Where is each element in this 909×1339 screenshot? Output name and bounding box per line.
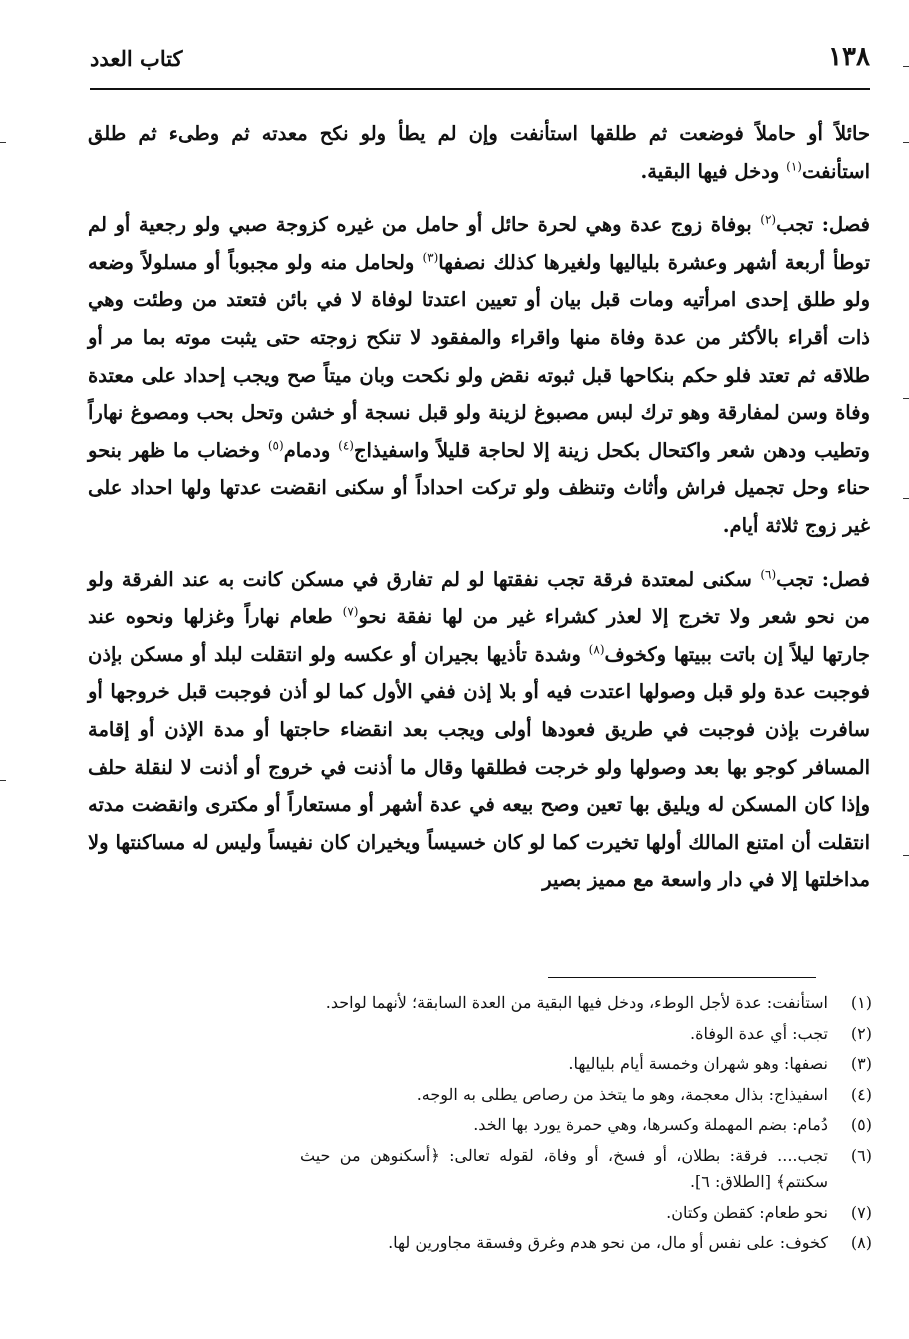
footnote-number: (١) — [850, 993, 872, 1012]
scan-mark — [903, 498, 909, 499]
footnote-ref-6: (٦) — [760, 567, 777, 582]
paragraph-3-text-a: تجب — [776, 567, 814, 591]
paragraph-3-text-b: سكنى لمعتدة فرقة تجب نفقتها لو لم تفارق في مسكن كانت به عند الفرقة ولو من نحو شعر ولا تخرج إلا لعذر كشراء غير من لها نفقة نحو — [88, 567, 870, 629]
scan-mark — [0, 142, 6, 143]
footnote-text: نصفها: وهو شهران وخمسة أيام بلياليها. — [568, 1054, 828, 1073]
scan-mark — [0, 780, 6, 781]
scan-mark — [903, 855, 909, 856]
header-rule — [90, 88, 870, 90]
footnote-ref-8: (٨) — [588, 642, 605, 657]
footnote-number: (٨) — [850, 1233, 872, 1252]
footnote-text: تجب.... فرقة: بطلان، أو فسخ، أو وفاة، لقوله تعالى: ﴿أسكنوهن من حيث سكنتم﴾ [الطلاق: ٦]. — [300, 1145, 828, 1191]
paragraph-2-text-c: ولحامل منه ولو مجبوباً أو مسلولاً وضعه ولو طلق إحدى امرأتيه ومات قبل بيان أو تعيين اعتدتا لوفاة لا في بائن فتعتد من وطئت وهي ذات أقراء بالأكثر من عدة وفاة منها واقراء والمفقود لا تنكح زوجته حتى يثبت موته بما مر أو طلاقه ثم تعتد فلو حكم بنكاحها قبل ثبوته نقض ولو نكحت وبان ميتاً صح ويجب إحداد على معتدة وفاة وسن لمفارقة وهو ترك لبس مصبوغ لزينة ولو قبل نسجة أو خشن وتحل بحب ومصوغ نهاراً وتطيب ودهن شعر واكتحال بكحل زينة إلا لحاجة قليلاً واسفيذاج — [88, 250, 870, 462]
main-text — [88, 115, 870, 899]
section-heading-fasl-2: فصل: — [813, 567, 870, 591]
footnote-item — [300, 1051, 872, 1078]
paragraph-2-text-b: بوفاة زوج عدة وهي لحرة حائل أو حامل من غيره كزوجة صبي ولو رجعية أو لم توطأ أربعة أشهر وعشرة بلياليها ولغيرها كذلك نصفها — [88, 213, 870, 274]
footnote-number: (٦) — [850, 1145, 872, 1165]
paragraph-2-text-d: ودمام — [283, 438, 339, 462]
footnote-ref-5: (٥) — [267, 438, 284, 453]
footnote-item — [300, 1082, 872, 1109]
paragraph-1-text-b: ودخل فيها البقية. — [640, 159, 787, 183]
paragraph-1-text-a: حائلاً أو حاملاً فوضعت ثم طلقها استأنفت وإن لم يطأ ولو نكح معدته ثم وطىء ثم طلق استأنفت — [88, 122, 870, 183]
footnote-text: اسفيذاج: بذال معجمة، وهو ما يتخذ من رصاص يطلى به الوجه. — [416, 1084, 828, 1104]
footnote-number: (٢) — [850, 1023, 872, 1043]
scan-mark — [903, 66, 909, 67]
footnote-item — [300, 1112, 872, 1139]
footnote-number: (٣) — [850, 1054, 872, 1073]
paragraph-2 — [88, 206, 870, 544]
footnote-ref-2: (٢) — [760, 212, 777, 227]
footnote-item — [300, 1230, 872, 1257]
footnote-item — [300, 1200, 872, 1227]
footnote-ref-7: (٧) — [342, 604, 359, 619]
footnote-number: (٤) — [850, 1084, 872, 1104]
footnote-text: تجب: أي عدة الوفاة. — [689, 1023, 828, 1043]
footnote-number: (٧) — [850, 1202, 872, 1222]
running-header — [90, 40, 870, 88]
footnote-text: دُمام: بضم المهملة وكسرها، وهي حمرة يورد بها الخد. — [473, 1115, 828, 1134]
footnote-ref-1: (١) — [786, 159, 802, 174]
footnote-text: استأنفت: عدة لأجل الوطء، ودخل فيها البقية من العدة السابقة؛ لأنهما لواحد. — [325, 993, 828, 1012]
paragraph-3 — [88, 561, 870, 899]
page-number: ١٣٨ — [828, 42, 870, 72]
footnote-text: نحو طعام: كقطن وكتان. — [666, 1202, 828, 1222]
footnotes — [300, 990, 872, 1261]
footnote-separator — [548, 977, 816, 978]
paragraph-1 — [88, 115, 870, 190]
paragraph-3-text-d: وشدة تأذيها بجيران أو عكسه ولو انتقلت لبلد أو مسكن بإذن فوجبت عدة ولو قبل وصولها اعتدت فيه أو بلا إذن ففي الأول كما لو أذن فوجبت قبل خروجها أو سافرت بإذن فوجبت في طريق فعودها أولى ويجب بعد انقضاء حاجتها أو مدة الإذن أو إقامة المسافر كوجو بها بعد وصولها ولو خرجت فطلقها وقال ما أذنت في خروج أو أذنت لا لنقلة حلف وإذا كان المسكن له ويليق بها تعين وصح بيعه في عدة أشهر أو مستعاراً أو مكترى وانقضت مدته انتقلت أن امتنع المالك أولها تخيرت كما لو كان خسيساً ويخيران كان نفيساً وليس له مساكنتها ولا مداخلتها إلا في دار واسعة مع مميز بصير — [88, 642, 870, 892]
section-heading-fasl-1: فصل: — [813, 213, 870, 237]
footnote-item — [300, 990, 872, 1017]
scan-mark — [903, 142, 909, 143]
footnote-item — [300, 1143, 872, 1196]
footnote-ref-4: (٤) — [338, 438, 354, 453]
footnote-item — [300, 1021, 872, 1048]
scan-mark — [903, 398, 909, 399]
paragraph-2-text-e: وخضاب ما ظهر بنحو حناء وحل تجميل فراش وأثاث وتنظف ولو تركت احداداً أو سكنى انقضت عدتها ولها احداد على غير زوج ثلاثة أيام. — [88, 438, 870, 537]
book-title: كتاب العدد — [90, 46, 183, 71]
footnote-ref-3: (٣) — [422, 250, 439, 265]
paragraph-2-text-a: تجب — [776, 213, 814, 237]
footnote-text: كخوف: على نفس أو مال، من نحو هدم وغرق وفسقة مجاورين لها. — [388, 1233, 828, 1252]
paragraph-3-text-c: طعام نهاراً وغزلها ونحوه عند جارتها ليلاً إن باتت ببيتها وكخوف — [88, 605, 870, 666]
footnote-number: (٥) — [850, 1115, 872, 1134]
